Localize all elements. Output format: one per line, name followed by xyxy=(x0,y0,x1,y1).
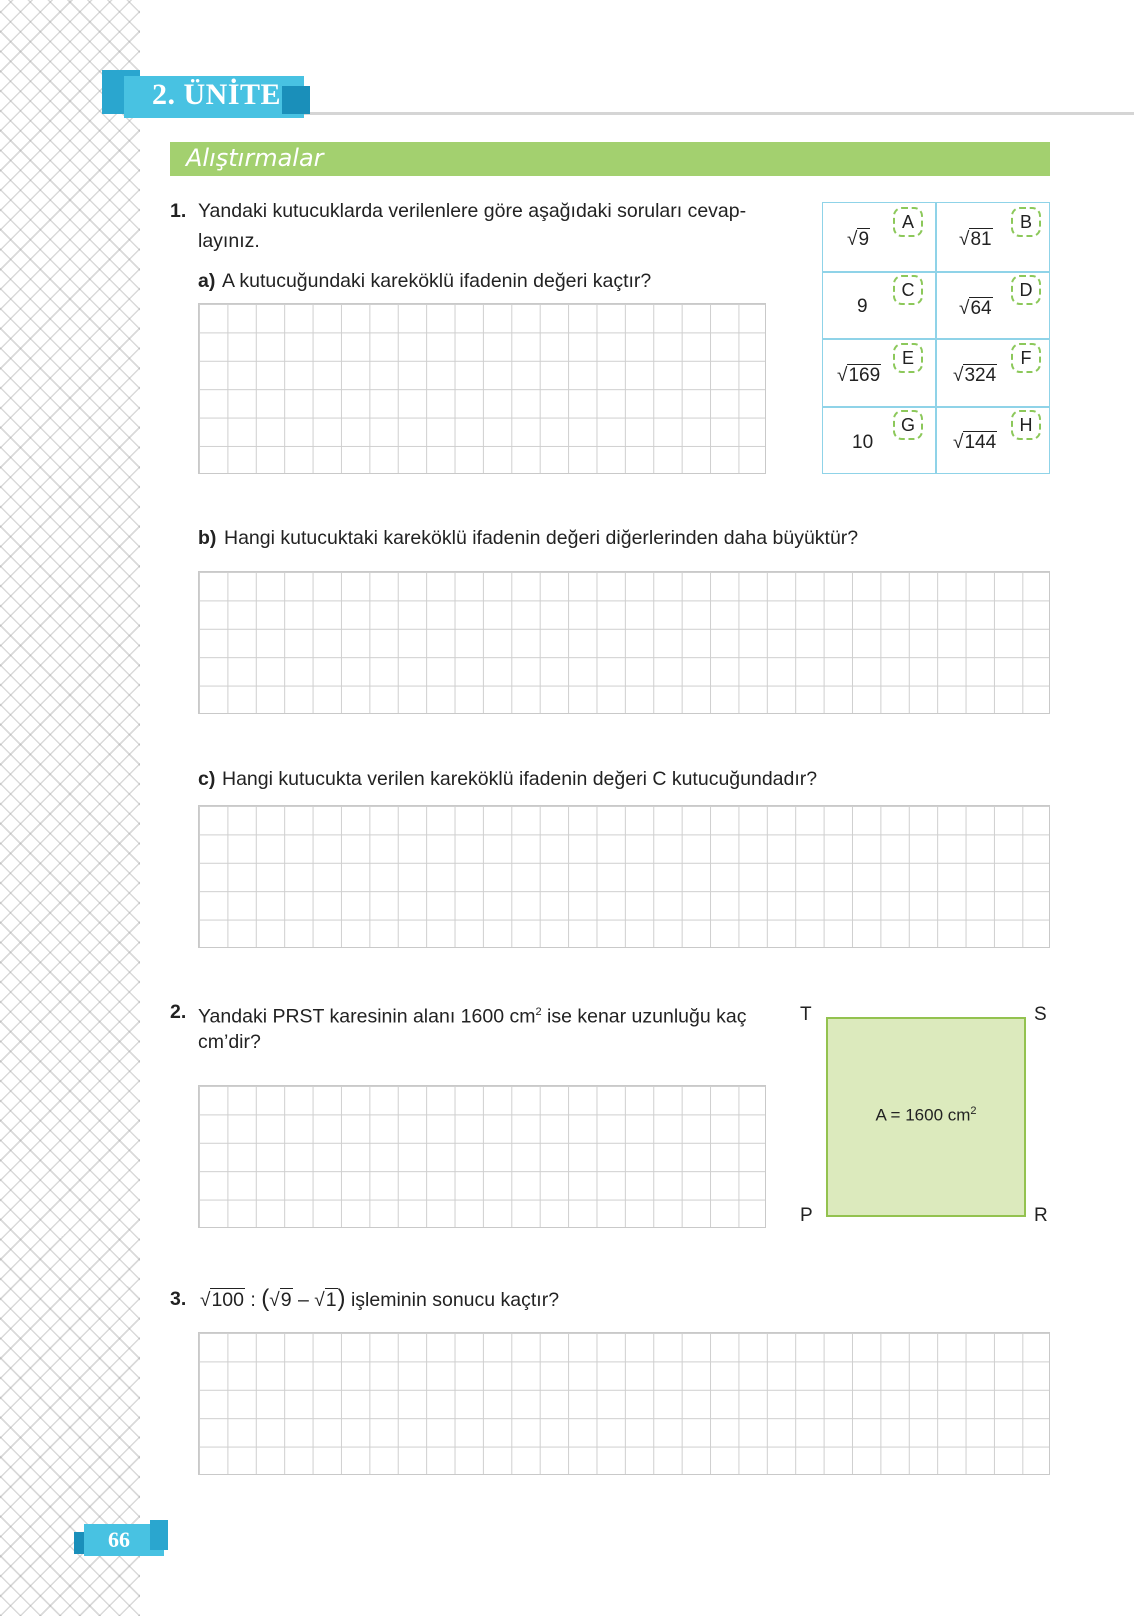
section-title: Alıştırmalar xyxy=(186,144,324,172)
square-prst xyxy=(826,1017,1026,1217)
box-c-label: C xyxy=(893,275,923,305)
answer-grid-a[interactable] xyxy=(198,303,766,474)
area-label: A = 1600 $cm^2$ xyxy=(875,1105,977,1125)
box-h-value: √144 xyxy=(953,432,997,453)
answer-grid-2[interactable] xyxy=(198,1085,766,1228)
box-c-value: 9 xyxy=(857,296,868,317)
side-pattern xyxy=(0,0,140,1616)
box-f-value: √324 xyxy=(953,365,997,386)
answer-grid-3[interactable] xyxy=(198,1332,1050,1475)
page-number-badge xyxy=(74,1520,170,1556)
box-a-value: √9 xyxy=(847,229,870,250)
q2-text-line1: Yandaki PRST karesinin alanı 1600 $cm^2$ ise kenar uzunluğu kaç xyxy=(198,1005,747,1028)
q1a-label: a) xyxy=(198,270,216,292)
radical-boxes xyxy=(822,202,1050,474)
corner-s: S xyxy=(1034,1004,1047,1025)
q1-number: 1. xyxy=(170,200,187,222)
q1c-text: Hangi kutucukta verilen kareköklü ifadenin değeri C kutucuğundadır? xyxy=(222,768,818,790)
q3-expression: √100 : (√9 – √1) işleminin sonucu kaçtır? xyxy=(200,1285,560,1312)
box-e-label: E xyxy=(893,343,923,373)
box-g-label: G xyxy=(893,410,923,440)
answer-grid-c[interactable] xyxy=(198,805,1050,948)
section-bar xyxy=(170,142,1050,176)
box-f-label: F xyxy=(1011,343,1041,373)
corner-r: R xyxy=(1034,1205,1048,1226)
q1b-text: Hangi kutucuktaki kareköklü ifadenin değeri diğerlerinden daha büyüktür? xyxy=(224,527,859,549)
page-number: 66 xyxy=(108,1527,130,1552)
box-g-value: 10 xyxy=(852,432,874,453)
q1b-label: b) xyxy=(198,527,217,549)
corner-p: P xyxy=(800,1205,813,1226)
q2-number: 2. xyxy=(170,1001,187,1023)
box-h-label: H xyxy=(1011,410,1041,440)
header-rule xyxy=(300,112,1134,115)
box-a-label: A xyxy=(893,207,923,237)
q2-text-line2: cm’dir? xyxy=(198,1031,261,1053)
box-e-value: √169 xyxy=(837,365,881,386)
corner-t: T xyxy=(800,1004,812,1025)
q1c-label: c) xyxy=(198,768,216,790)
answer-grid-b[interactable] xyxy=(198,571,1050,714)
q1-text-line2: layınız. xyxy=(198,230,260,252)
box-b-label: B xyxy=(1011,207,1041,237)
unit-badge xyxy=(102,70,308,118)
box-d-label: D xyxy=(1011,275,1041,305)
unit-title: 2. ÜNİTE xyxy=(152,78,282,111)
q1a-text: A kutucuğundaki kareköklü ifadenin değeri kaçtır? xyxy=(222,270,652,292)
box-b-value: √81 xyxy=(959,229,992,250)
box-d-value: √64 xyxy=(959,298,992,319)
q3-number: 3. xyxy=(170,1288,187,1310)
q1-text-line1: Yandaki kutucuklarda verilenlere göre aşağıdaki soruları cevap- xyxy=(198,200,747,222)
